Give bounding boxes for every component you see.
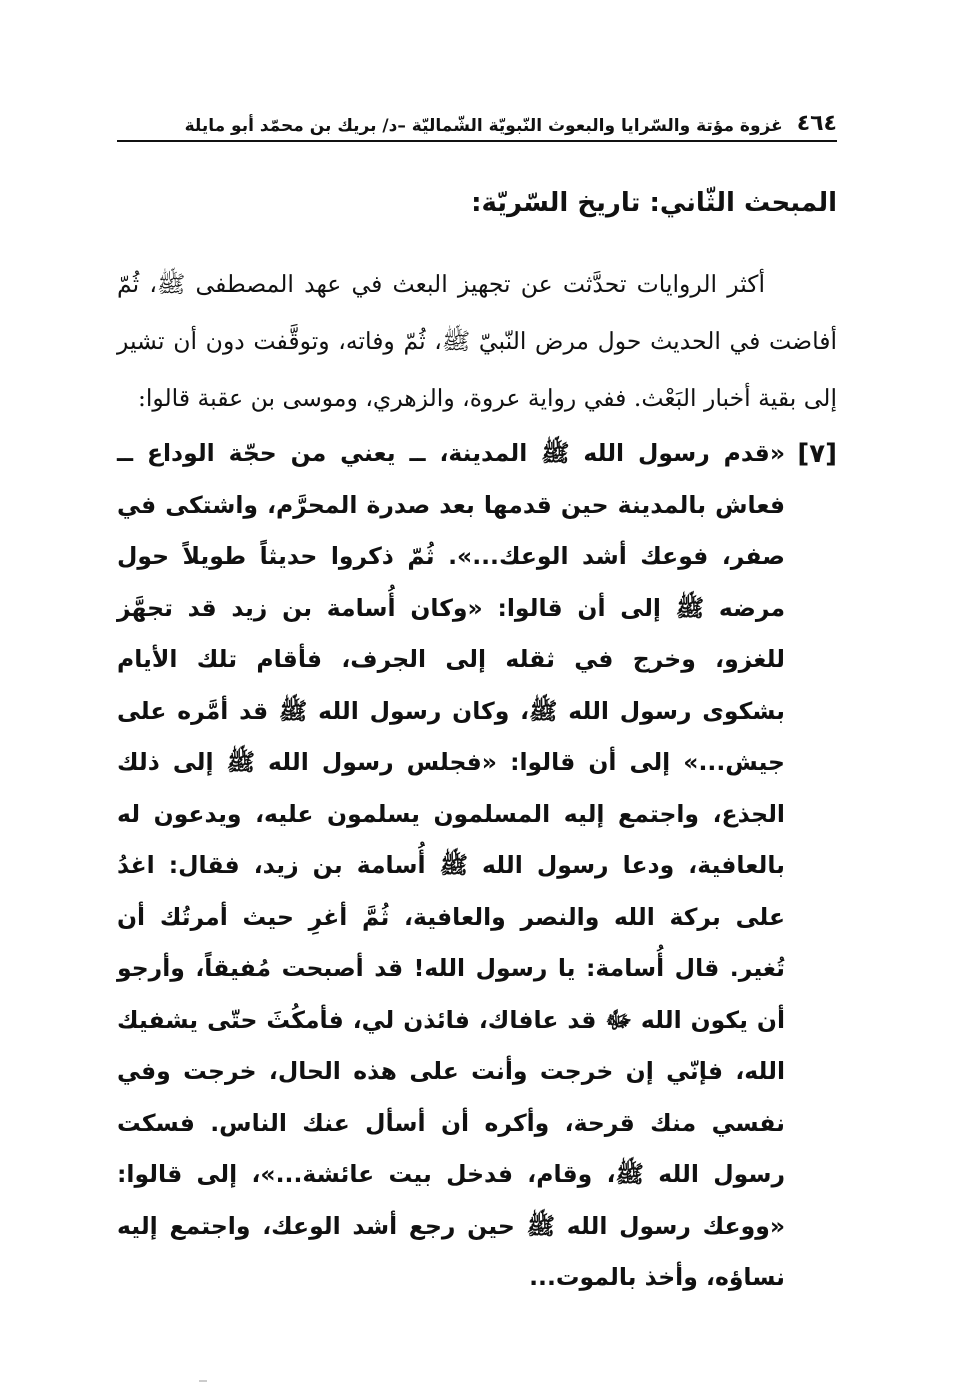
- narration-text: «قدم رسول الله ﷺ المدينة، ــ يعني من حجّة الوداع ــ فعاش بالمدينة حين قدمها بعد صدرة المحرَّم، واشتكى في صفر، فوعك أشد الوعك...». ثُمّ ذكروا حديثاً طويلاً حول مرضه ﷺ إلى أن قالوا: «وكان أُسامة بن زيد قد تجهَّز للغزو، وخرج في ثقله إلى الجرف، فأقام تلك الأيام بشكوى رسول الله ﷺ، وكان رسول الله ﷺ قد أمَّره على جيش...» إلى أن قالوا: «فجلس رسول الله ﷺ إلى ذلك الجذع، واجتمع إليه المسلمون يسلمون عليه، ويدعون له بالعافية، ودعا رسول الله ﷺ أُسامة بن زيد، فقال: اغدُ على بركة الله والنصر والعافية، ثُمَّ أغرِ حيث أمرتُك أن تُغير. قال أُسامة: يا رسول الله! قد أصبحت مُفيقاً، وأرجو أن يكون الله ﷻ قد عافاك، فائذن لي، فأمكُثَ حتّى يشفيك الله، فإنّي إن خرجت وأنت على هذه الحال، خرجت وفي نفسي منك قرحة، وأكره أن أسأل عنك الناس. فسكت رسول الله ﷺ، وقام، فدخل بيت عائشة...»، إلى قالوا: «ووعك رسول الله ﷺ حين رجع أشد الوعك، واجتمع إليه نساؤه، وأخذ بالموت...: [117, 439, 785, 1291]
- intro-paragraph-block: [117, 256, 837, 427]
- page-number: ٤٦٤: [796, 111, 837, 136]
- narration-ref-number: [٧]: [797, 439, 837, 469]
- intro-paragraph: أكثر الروايات تحدَّثت عن تجهيز البعث في عهد المصطفى ﷺ، ثُمّ أفاضت في الحديث حول مرض النّبيّ ﷺ، ثُمّ وفاته، وتوقَّفت دون أن تشير إلى بقية أخبار البَعْث. ففي رواية عروة، والزهري، وموسى بن عقبة قالوا:: [117, 270, 837, 412]
- page-header: [117, 108, 837, 142]
- section-heading: المبحث الثّاني: تاريخ السّريّة:: [471, 188, 837, 218]
- narration-block: [117, 428, 837, 1304]
- scan-speck: [199, 1380, 207, 1382]
- narration-quote: [117, 428, 785, 1304]
- running-title: غزوة مؤتة والسّرايا والبعوث النّبويّة الشّماليّة –د/ بريك بن محمّد أبو مايلة: [184, 116, 783, 136]
